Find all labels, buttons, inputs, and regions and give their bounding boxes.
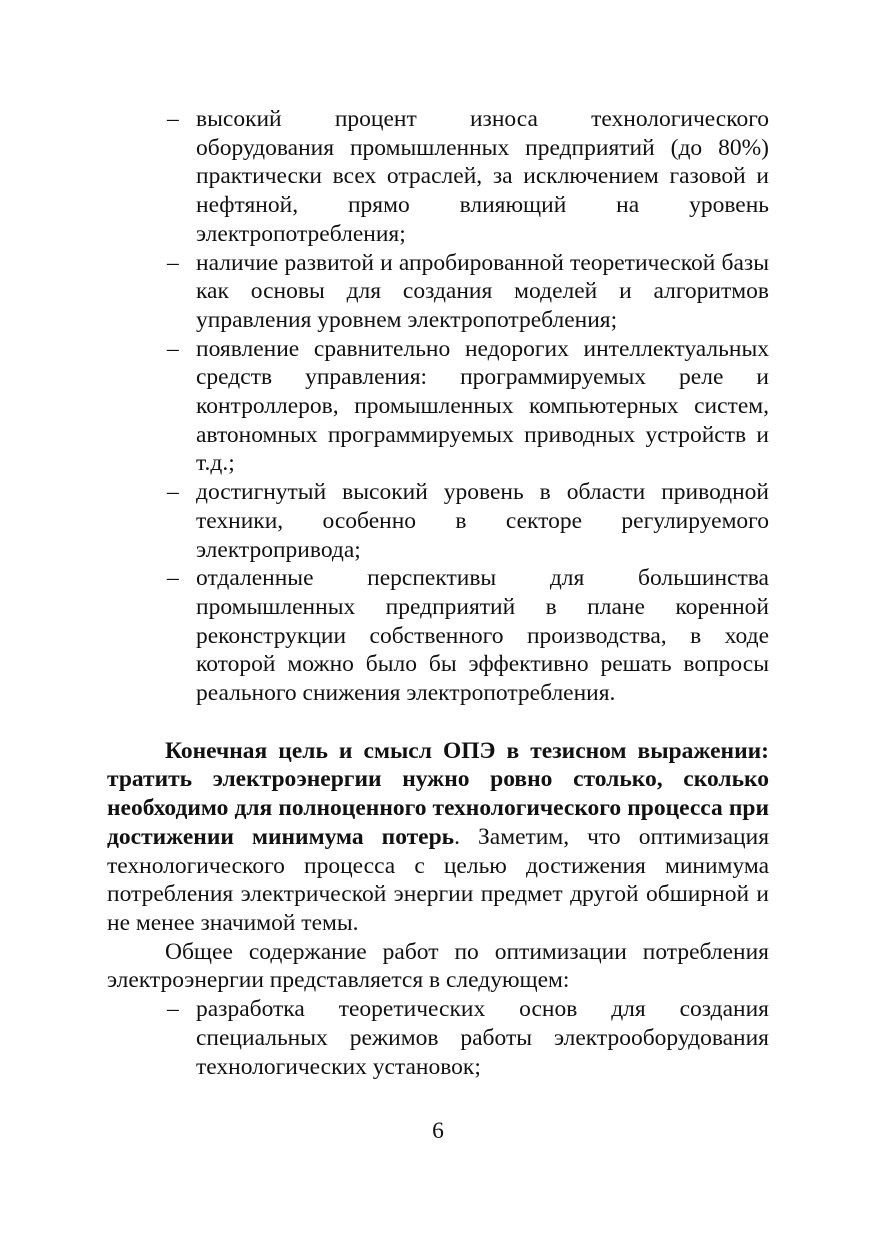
- list-marker: –: [167, 996, 179, 1023]
- list-item-text: разработка теоретических основ для создания специальных режимов работы электрооборудования технологических установок;: [196, 996, 769, 1080]
- list-item-text: наличие развитой и апробированной теоретической базы как основы для создания моделей и алгоритмов управления уровнем электропотребления;: [196, 249, 769, 333]
- list-marker: –: [167, 335, 179, 362]
- list-item: [107, 335, 769, 479]
- content-paragraph-text: Общее содержание работ по оптимизации потребления электроэнергии представляется в следующем:: [107, 938, 769, 994]
- list-item-text: достигнутый высокий уровень в области приводной техники, особенно в секторе регулируемого электропривода;: [196, 479, 769, 563]
- list-marker: –: [167, 249, 179, 276]
- list-marker: –: [167, 565, 179, 592]
- goal-bold-thesis: Конечная цель и смысл ОПЭ в тезисном выражении: тратить электроэнергии нужно ровно столько, сколько необходимо для полноценного технологического процесса при достижении минимума потерь: [107, 737, 769, 850]
- list-item: [107, 105, 769, 249]
- paragraph-spacer: [107, 708, 769, 737]
- bullet-list-bottom: [107, 995, 769, 1081]
- list-marker: –: [167, 106, 179, 132]
- list-marker: –: [167, 479, 179, 506]
- list-item-text: появление сравнительно недорогих интеллектуальных средств управления: программируемых реле и контроллеров, промышленных компьютерных систем, автономных программируемых приводных устройств и т.д.;: [196, 335, 769, 477]
- bullet-list-top: [107, 105, 769, 708]
- list-item: [107, 564, 769, 708]
- page-number: 6: [432, 1118, 444, 1144]
- list-item: [107, 995, 769, 1081]
- list-item: [107, 249, 769, 335]
- goal-paragraph: [107, 737, 769, 938]
- list-item-text: высокий процент износа технологического оборудования промышленных предприятий (до 80%) практически всех отраслей, за исключением газовой и нефтяной, прямо влияющий на уровень электропотребления;: [196, 106, 769, 247]
- text-column: [107, 105, 769, 1081]
- goal-paragraph-text: . Заметим, что оптимизация технологического процесса с целью достижения минимума потребления электрической энергии предмет другой обширной и не менее значимой темы.: [107, 823, 770, 936]
- list-item-text: отдаленные перспективы для большинства промышленных предприятий в плане коренной реконструкции собственного производства, в ходе которой можно было бы эффективно решать вопросы реального снижения электропотребления.: [196, 565, 769, 707]
- content-paragraph: [107, 938, 769, 995]
- list-item: [107, 478, 769, 564]
